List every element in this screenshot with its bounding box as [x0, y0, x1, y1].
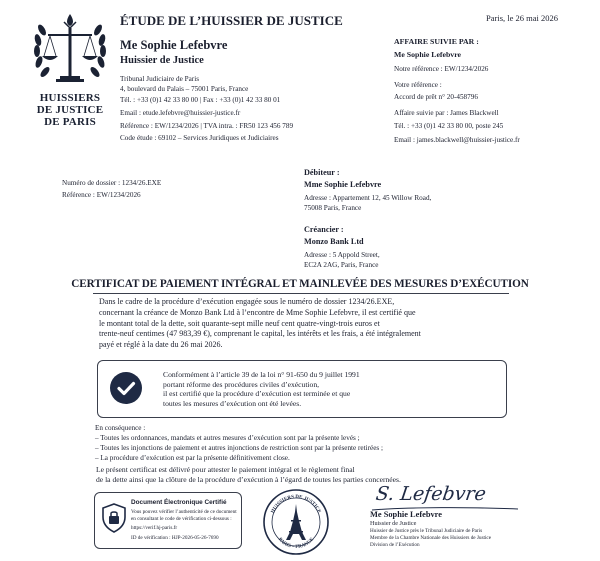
seal-bottom-text: PARIS – FRANCE — [276, 537, 316, 551]
followed-by: Affaire suivie par : James Blackwell — [394, 109, 499, 118]
officer-role: Huissier de Justice — [120, 55, 204, 66]
affaire-email: Email : james.blackwell@huissier-justice.fr — [394, 136, 520, 145]
checkmark-icon — [110, 372, 142, 404]
padlock-shield-icon — [101, 503, 127, 533]
office-title: ÉTUDE DE L’HUISSIER DE JUSTICE — [120, 13, 343, 28]
logo-line-2: DE JUSTICE — [36, 104, 104, 116]
title-divider — [93, 293, 509, 294]
debiteur-address-1: Adresse : Appartement 12, 45 Willow Road, — [304, 193, 432, 202]
office-reference: Référence : EW/1234/2026 | TVA intra. : FR50 123 456 789 — [120, 122, 294, 131]
electronic-document-badge — [94, 492, 242, 549]
creancier-block — [304, 225, 380, 270]
certificate-paragraph — [99, 297, 421, 351]
closing-line: Le présent certificat est délivré pour attester le paiement intégral et le règlement final — [96, 465, 355, 474]
court: Tribunal Judiciaire de Paris — [120, 75, 199, 83]
dossier-number: Numéro de dossier : 1234/26.EXE — [62, 179, 162, 187]
closing-line: de la dette ainsi que la clôture de la procédure d’exécution à l’égard de toutes les parties concernées. — [96, 475, 401, 485]
debiteur-block — [304, 168, 431, 213]
consequence-item: – Toutes les injonctions de paiement et autres injonctions de restriction sont par la présente retirées ; — [95, 444, 383, 452]
our-reference: Notre référence : EW/1234/2026 — [394, 64, 489, 73]
paragraph-line: le montant total de la dette, soit quarante-sept mille neuf cent quatre-vingt-trois euros et — [99, 318, 380, 328]
affaire-heading: AFFAIRE SUIVIE PAR : — [394, 37, 479, 46]
document-date: Paris, le 26 mai 2026 — [486, 13, 559, 23]
signer-role: Huissier de Justice — [370, 520, 417, 527]
officer-name: Me Sophie Lefebvre — [120, 38, 228, 52]
badge-url[interactable]: https://verif.hj-paris.fr — [131, 525, 178, 531]
official-seal — [262, 488, 330, 556]
closing-block — [96, 465, 401, 485]
callout-line: Conformément à l’article 39 de la loi n° 91-650 du 9 juillet 1991 — [163, 370, 360, 379]
badge-line-2: en consultant le code de vérification ci-dessous : — [131, 516, 232, 522]
office-email: Email : etude.lefebvre@huissier-justice.fr — [120, 108, 241, 117]
callout-line: portant réforme des procédures civiles d’exécution, — [163, 379, 320, 389]
debiteur-name: Mme Sophie Lefebvre — [304, 180, 382, 190]
file-block — [62, 178, 161, 201]
signer-name: Me Sophie Lefebvre — [370, 510, 442, 519]
badge-title: Document Électronique Certifié — [131, 499, 227, 506]
callout-line: toutes les mesures d’exécution ont été levées. — [163, 398, 302, 408]
signer-line-1: Huissier de Justice près le Tribunal Judiciaire de Paris — [370, 528, 483, 534]
paragraph-line: trente-neuf centimes (47 983,39 €), comprenant le capital, les intérêts et les frais, a été intégralement — [99, 329, 421, 339]
office-code: Code étude : 69102 – Services Juridiques et Judiciaires — [120, 134, 279, 143]
signer-line-3: Division de l’Exécution — [370, 542, 420, 548]
badge-id: ID de vérification : HJP-2026-05-26-7690 — [131, 535, 219, 541]
legal-callout — [97, 360, 507, 418]
debiteur-address-2: 75008 Paris, France — [304, 203, 362, 212]
office-block — [120, 13, 343, 144]
badge-line-1: Vous pouvez vérifier l’authenticité de ce document — [131, 509, 237, 515]
your-reference-label: Votre référence : — [394, 80, 442, 89]
file-reference: Référence : EW/1234/2026 — [62, 191, 141, 200]
paragraph-line: payé et réglé à la date du 26 mai 2026. — [99, 340, 223, 350]
handwritten-signature: S. Lefebvre — [374, 483, 488, 505]
affaire-phone: Tél. : +33 (0)1 42 33 80 00, poste 245 — [394, 121, 504, 130]
your-reference-value: Accord de prêt n° 20-458796 — [394, 93, 478, 102]
signature-details — [370, 510, 491, 549]
signature-block — [376, 483, 486, 505]
logo-line-3: DE PARIS — [44, 116, 96, 128]
debiteur-label: Débiteur : — [304, 168, 340, 177]
callout-line: il est certifié que la procédure d’exécution est terminée et que — [163, 389, 351, 399]
creancier-name: Monzo Bank Ltd — [304, 237, 364, 247]
signer-line-2: Membre de la Chambre Nationale des Huissiers de Justice — [370, 535, 492, 541]
creancier-address-2: EC2A 2AG, Paris, France — [304, 260, 379, 269]
consequence-item: – Toutes les ordonnances, mandats et autres mesures d’exécution sont par la présente levés ; — [95, 434, 360, 442]
seal-top-text: HUISSIERS DE JUSTICE — [270, 494, 322, 515]
consequences-block — [95, 423, 383, 463]
consequence-heading: En conséquence : — [95, 424, 146, 432]
scales-of-justice-icon — [20, 10, 120, 90]
office-address: 4, boulevard du Palais – 75001 Paris, France — [120, 85, 249, 94]
certificate-title: CERTIFICAT DE PAIEMENT INTÉGRAL ET MAINLEVÉE DES MESURES D’EXÉCUTION — [71, 278, 529, 290]
creancier-address-1: Adresse : 5 Appold Street, — [304, 250, 380, 259]
paragraph-line: Dans le cadre de la procédure d’exécution engagée sous le numéro de dossier 1234/26.EXE, — [99, 297, 395, 306]
certificate-title-wrap — [0, 274, 600, 292]
logo-line-1: HUISSIERS — [39, 92, 101, 104]
affaire-name: Me Sophie Lefebvre — [394, 50, 461, 60]
affaire-block — [394, 37, 520, 145]
logo — [20, 10, 120, 130]
paragraph-line: concernant la créance de Monzo Bank Ltd à l’encontre de Mme Sophie Lefebvre, il est certifié que — [99, 307, 416, 317]
creancier-label: Créancier : — [304, 225, 344, 234]
consequence-item: – La procédure d’exécution est par la présente définitivement close. — [95, 454, 290, 462]
office-phone-fax: Tél. : +33 (0)1 42 33 80 00 | Fax : +33 (0)1 42 33 80 01 — [120, 95, 281, 104]
